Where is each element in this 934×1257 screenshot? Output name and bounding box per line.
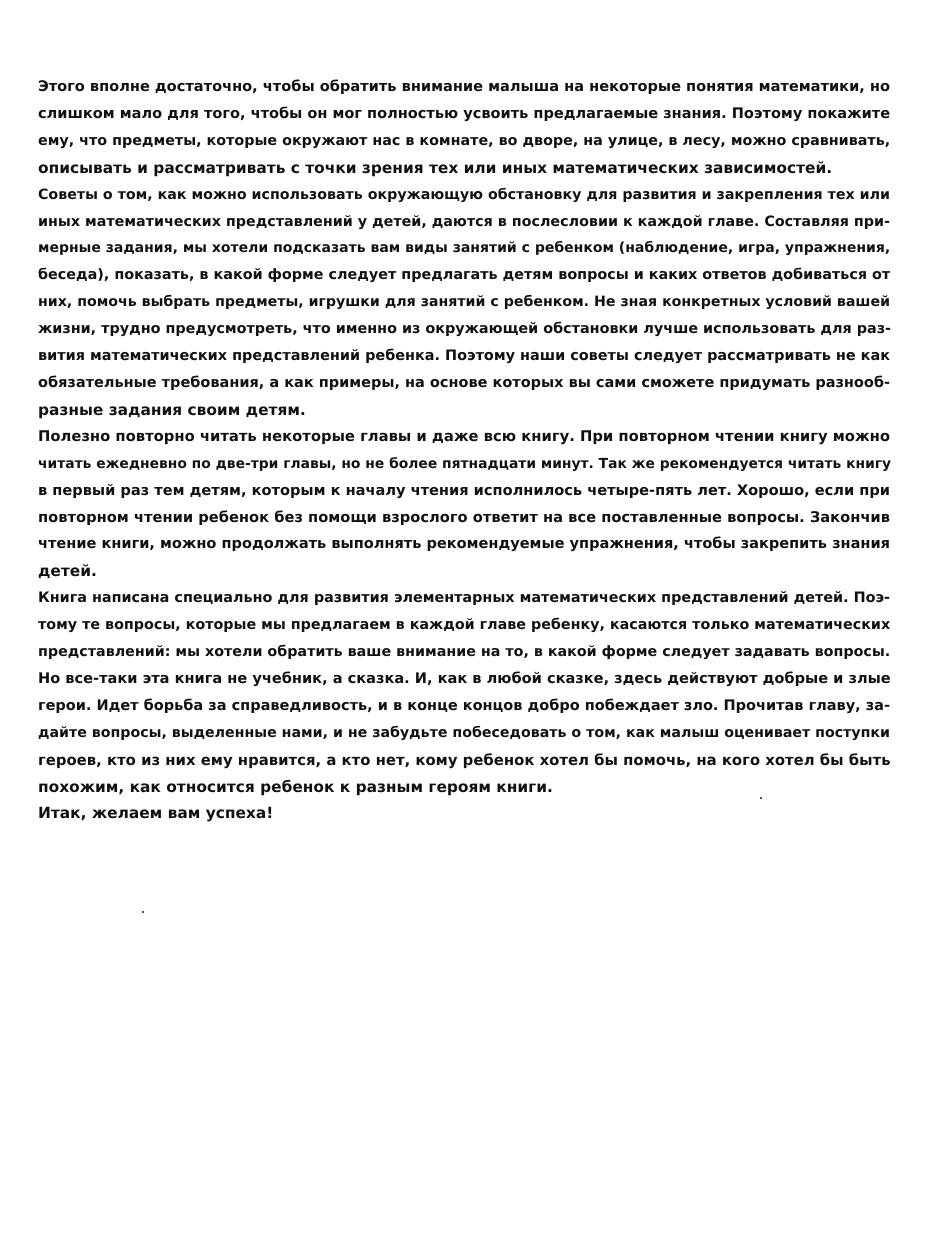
scan-speck <box>760 797 762 799</box>
text-line: жизни, трудно предусмотреть, что именно из окружающей обстановки лучше использовать для раз- <box>38 321 892 338</box>
text-line: беседа), показать, в какой форме следует предлагать детям вопросы и каких ответов добиваться от <box>38 267 891 284</box>
text-line: вития математических представлений ребенка. Поэтому наши советы следует рассматривать не как <box>38 348 890 365</box>
text-line: обязательные требования, а как примеры, на основе которых вы сами сможете придумать разнооб- <box>38 374 890 391</box>
text-line: слишком мало для того, чтобы он мог полностью усвоить предлагаемые знания. Поэтому покажите <box>38 104 891 122</box>
text-line: них, помочь выбрать предметы, игрушки для занятий с ребенком. Не зная конкретных условий вашей <box>38 294 890 311</box>
paragraph-4 <box>38 585 890 800</box>
text-line: повторном чтении ребенок без помощи взрослого ответит на все поставленные вопросы. Закончив <box>38 508 890 526</box>
text-line: тому те вопросы, которые мы предлагаем в каждой главе ребенку, касаются только математических <box>38 617 891 634</box>
text-line: героев, кто из них ему нравится, а кто нет, кому ребенок хотел бы помочь, на кого хотел бы быть <box>38 750 891 769</box>
text-line: Книга написана специально для развития элементарных математических представлений детей. Поэ- <box>38 590 890 607</box>
scan-speck <box>142 911 144 913</box>
text-line: герои. Идет борьба за справедливость, и в конце концов добро побеждает зло. Прочитав главу, за- <box>38 697 890 714</box>
text-line: ему, что предметы, которые окружают нас в комнате, во дворе, на улице, в лесу, можно сравнивать, <box>38 132 891 149</box>
closing-line <box>38 800 890 827</box>
text-line: Этого вполне достаточно, чтобы обратить внимание малыша на некоторые понятия математики, но <box>38 78 890 95</box>
text-line: описывать и рассматривать с точки зрения тех или иных математических зависимостей. <box>38 158 833 177</box>
paragraph-1 <box>38 74 890 182</box>
text-line: похожим, как относится ребенок к разным героям книги. <box>38 777 553 796</box>
text-line: детей. <box>38 562 97 581</box>
text-line: представлений: мы хотели обратить ваше внимание на то, в какой форме следует задавать вопросы. <box>38 644 891 661</box>
text-line: Но все-таки эта книга не учебник, а сказка. И, как в любой сказке, здесь действуют добрые и злые <box>38 669 891 687</box>
text-line: в первый раз тем детям, которым к началу чтения исполнилось четыре-пять лет. Хорошо, если при <box>38 481 890 499</box>
text-line: читать ежедневно по две-три главы, но не более пятнадцати минут. Так же рекомендуется читать книгу <box>38 455 892 472</box>
paragraph-3 <box>38 424 890 585</box>
text-line: разные задания своим детям. <box>38 400 306 419</box>
text-line: Полезно повторно читать некоторые главы и даже всю книгу. При повторном чтении книгу можно <box>38 427 890 445</box>
text-line: мерные задания, мы хотели подсказать вам виды занятий с ребенком (наблюдение, игра, упражнения, <box>38 240 891 257</box>
text-line: Советы о том, как можно использовать окружающую обстановку для развития и закрепления тех или <box>38 186 890 203</box>
text-line: дайте вопросы, выделенные нами, и не забудьте побеседовать о том, как малыш оценивает поступки <box>38 724 890 741</box>
paragraph-2 <box>38 182 890 424</box>
text-line: Итак, желаем вам успеха! <box>38 804 274 823</box>
text-line: чтение книги, можно продолжать выполнять рекомендуемые упражнения, чтобы закрепить знания <box>38 535 890 553</box>
document-body <box>38 74 890 827</box>
text-line: иных математических представлений у детей, даются в послесловии к каждой главе. Составляя при- <box>38 213 890 230</box>
